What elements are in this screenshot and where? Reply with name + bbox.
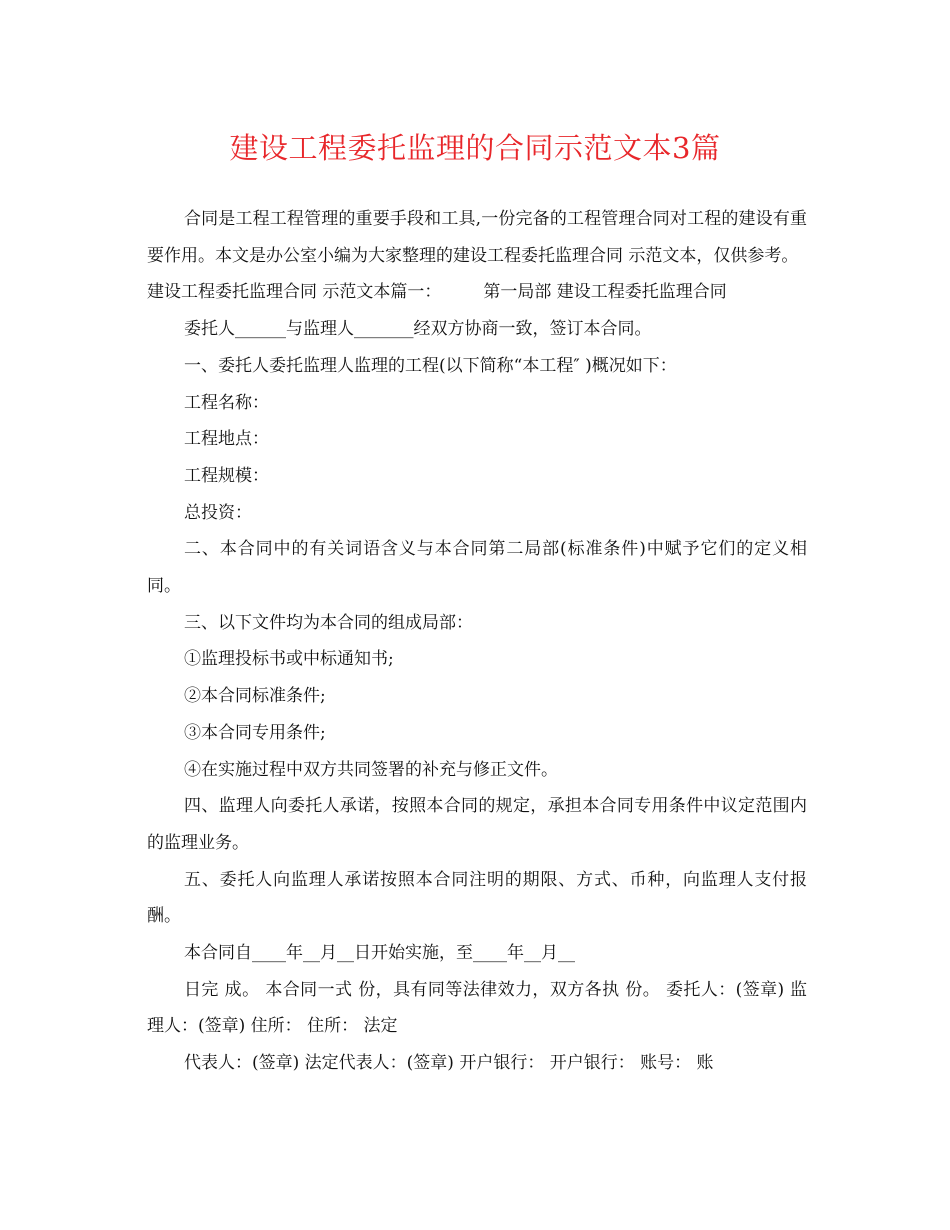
paragraph-item-3: ③本合同专用条件;	[184, 722, 326, 743]
paragraph-intro: 合同是工程工程管理的重要手段和工具,一份完备的工程管理合同对工程的建设有重要作用。本文是办公室小编为大家整理的建设工程委托监理合同 示范文本，仅供参考。	[147, 209, 807, 266]
section-heading-right: 第一局部 建设工程委托监理合同	[483, 282, 727, 303]
paragraph-parties: 委托人______与监理人_______经双方协商一致，签订本合同。	[184, 319, 652, 340]
paragraph-clause-1: 一、委托人委托监理人监理的工程(以下简称“本工程″ )概况如下：	[184, 355, 677, 376]
paragraph-term-start: 本合同自____年__月__日开始实施，至____年__月__	[184, 943, 575, 964]
paragraph-project-scale: 工程规模：	[184, 465, 269, 486]
paragraph-term-end-signatures: 日完 成。 本合同一式 份，具有同等法律效力，双方各执 份。 委托人：(签章) 监理人：(签章) 住所： 住所： 法定	[147, 979, 807, 1037]
paragraph-section-heading	[147, 274, 807, 311]
paragraph-clause-5: 五、委托人向监理人承诺按照本合同注明的期限、方式、币种，向监理人支付报酬。	[147, 869, 807, 927]
paragraph-representatives: 代表人：(签章) 法定代表人：(签章) 开户银行： 开户银行： 账号： 账	[184, 1053, 714, 1074]
paragraph-clause-4: 四、监理人向委托人承诺，按照本合同的规定，承担本合同专用条件中议定范围内的监理业务。	[147, 796, 807, 853]
paragraph-total-investment: 总投资：	[184, 502, 252, 523]
document-title: 建设工程委托监理的合同示范文本3篇	[229, 131, 721, 165]
document-body	[147, 201, 807, 1082]
paragraph-clause-3: 三、以下文件均为本合同的组成局部：	[184, 612, 473, 633]
paragraph-clause-2: 二、本合同中的有关词语含义与本合同第二局部(标准条件)中赋予它们的定义相同。	[147, 539, 807, 597]
paragraph-project-location: 工程地点：	[184, 429, 269, 450]
paragraph-item-4: ④在实施过程中双方共同签署的补充与修正文件。	[184, 759, 558, 780]
paragraph-item-2: ②本合同标准条件;	[184, 686, 326, 707]
paragraph-item-1: ①监理投标书或中标通知书;	[184, 649, 394, 670]
paragraph-project-name: 工程名称：	[184, 392, 269, 413]
section-heading-left: 建设工程委托监理合同 示范文本篇一：	[147, 282, 442, 303]
